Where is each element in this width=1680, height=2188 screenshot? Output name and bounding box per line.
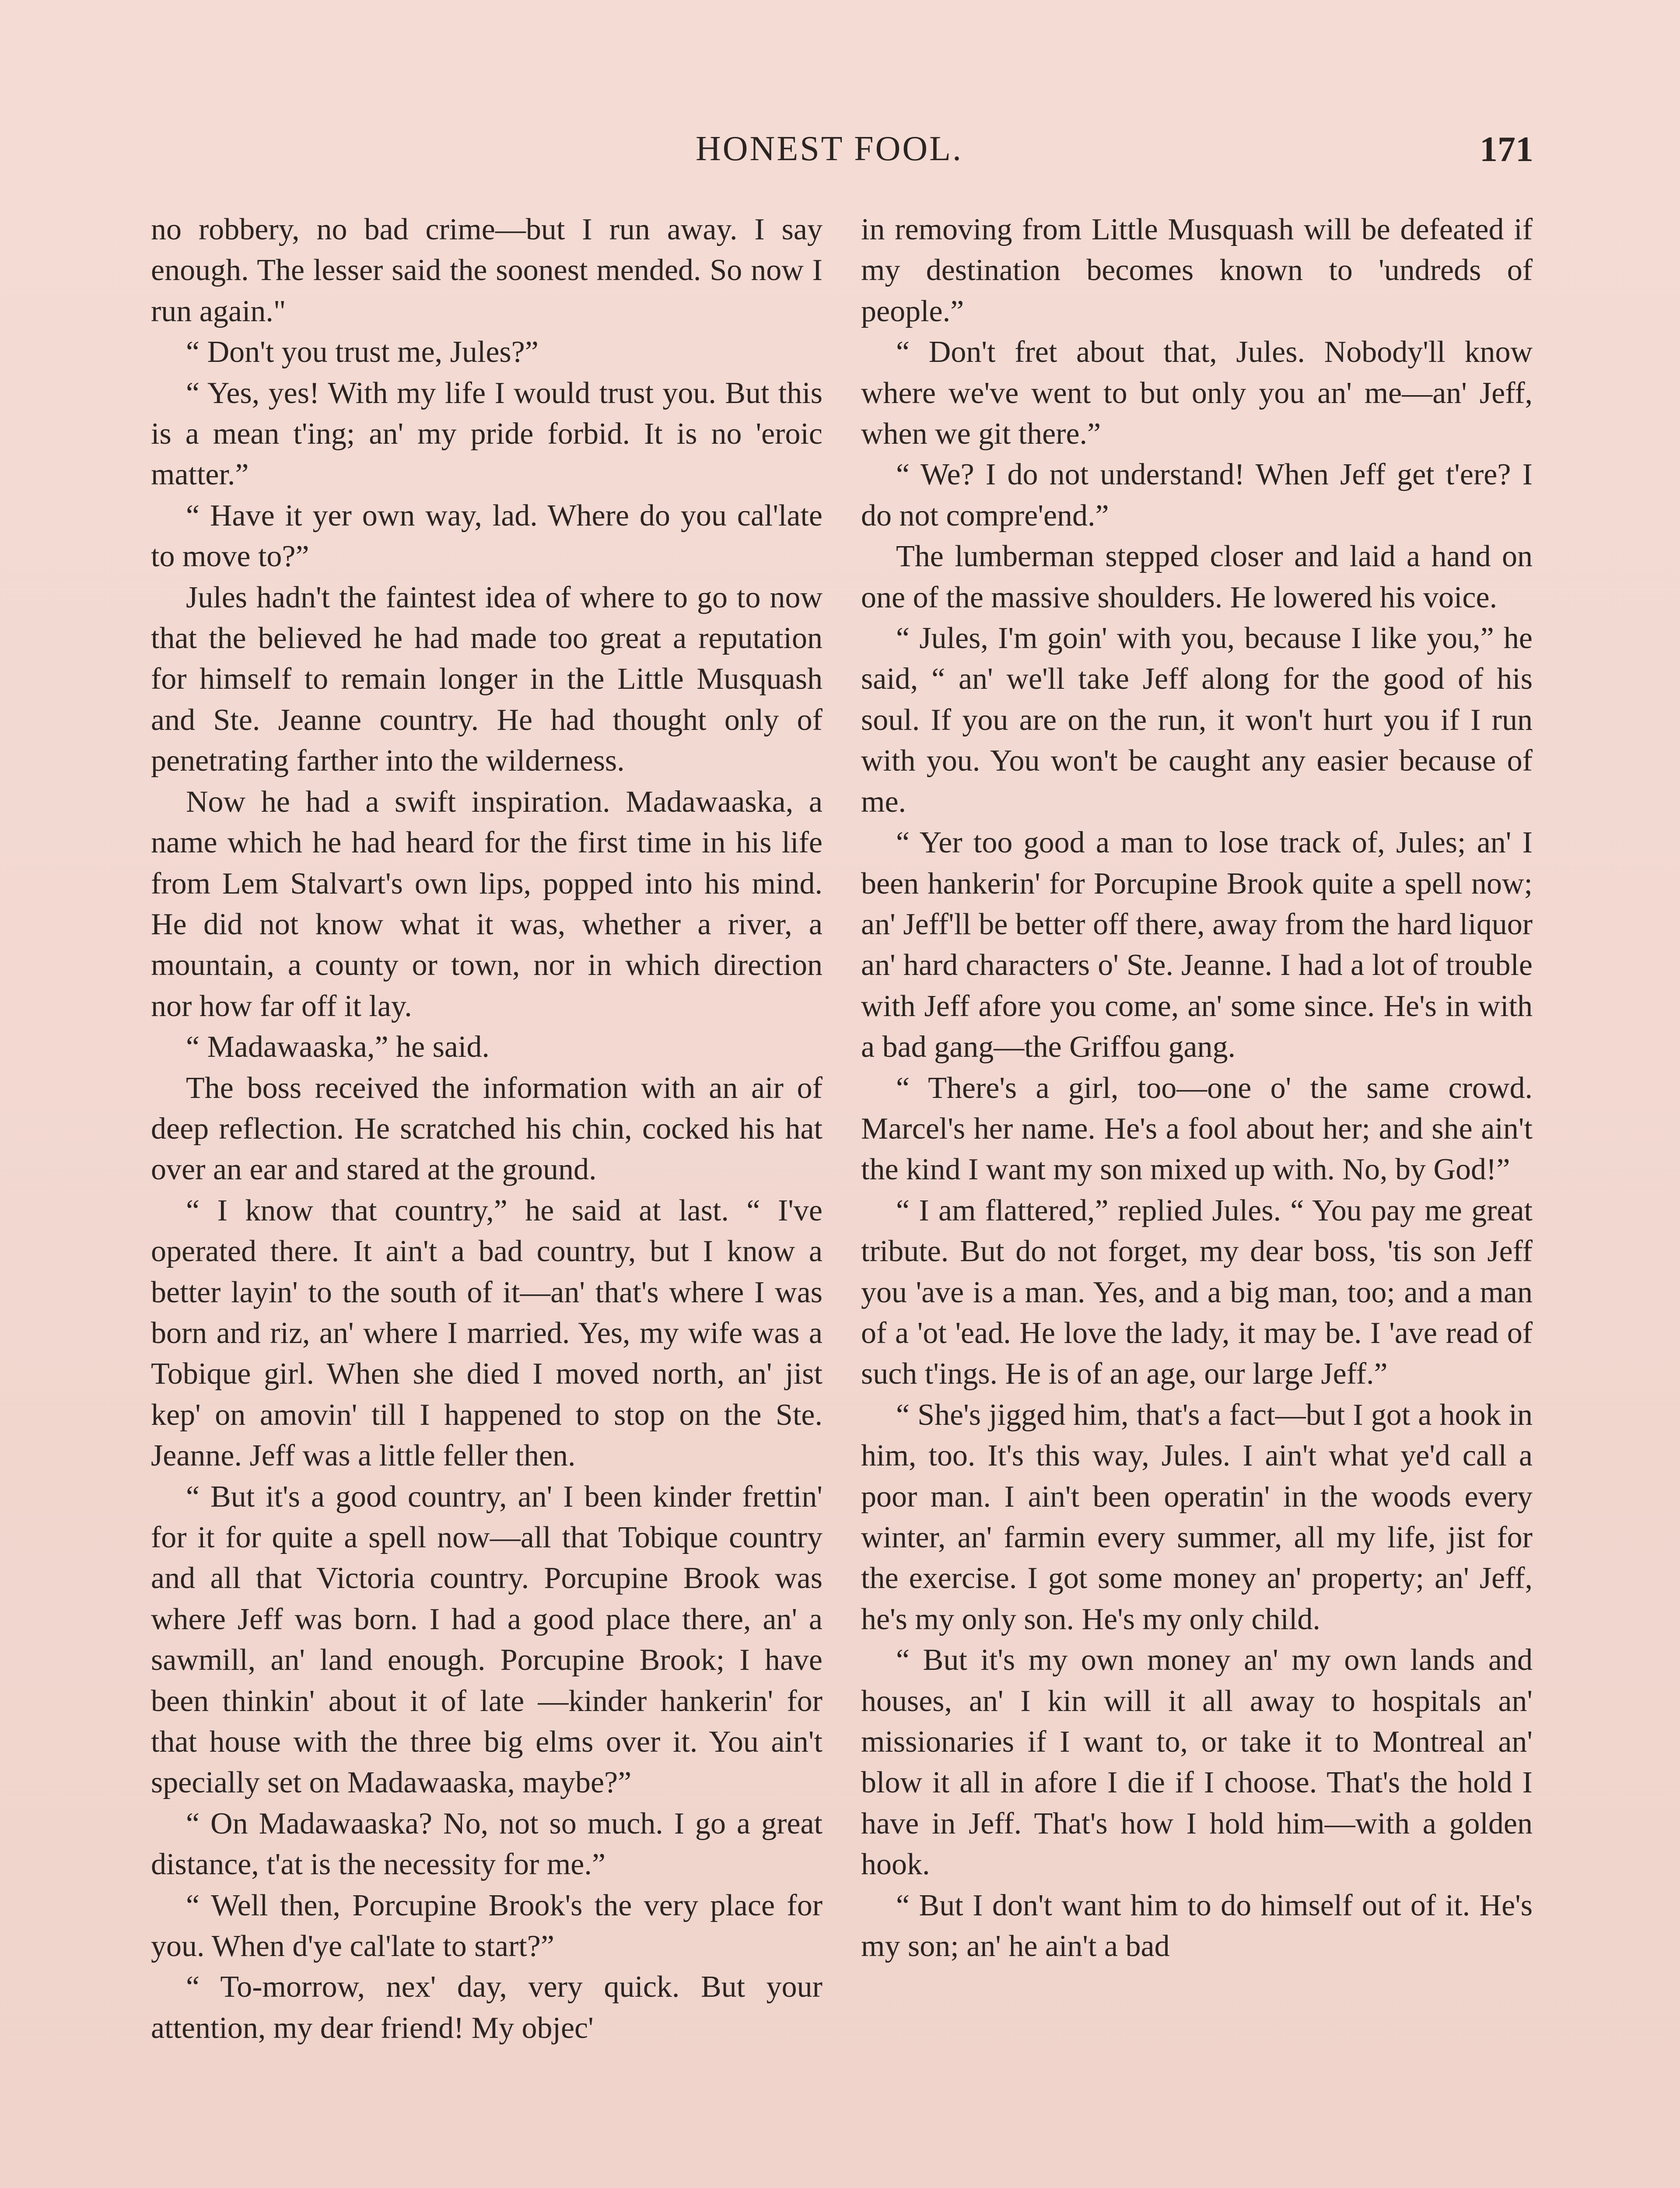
paragraph: “ Have it yer own way, lad. Where do you cal'late to move to?”	[151, 498, 822, 574]
paragraph: “ Yer too good a man to lose track of, Jules; an' I been hankerin' for Porcupine Brook quite a spell now; an' Jeff'll be better off there, away from the hard liquor an' hard characters o' Ste. Jeanne. I had a lot of trouble with Jeff afore you come, an' some since. He's in with a bad gang—the Griffou gang.	[861, 826, 1533, 1064]
paragraph: Jules hadn't the faintest idea of where to go to now that the believed he had made too great a reputation for himself to remain longer in the Little Musquash and Ste. Jeanne country. He had thought only of penetrating farther into the wilderness.	[151, 580, 822, 778]
right-column	[861, 209, 1533, 1967]
paragraph: Now he had a swift inspiration. Madawaaska, a name which he had heard for the first time in his life from Lem Stalvart's own lips, popped into his mind. He did not know what it was, whether a river, a mountain, a county or town, nor in which direction nor how far off it lay.	[151, 785, 822, 1023]
paragraph: no robbery, no bad crime—but I run away. I say enough. The lesser said the soonest mended. So now I run again."	[151, 213, 822, 328]
paragraph: “ Don't you trust me, Jules?”	[186, 335, 539, 369]
paragraph: “ There's a girl, too—one o' the same crowd. Marcel's her name. He's a fool about her; and she ain't the kind I want my son mixed up with. No, by God!”	[861, 1071, 1533, 1187]
paragraph: in removing from Little Musquash will be defeated if my destination becomes known to 'undreds of people.”	[861, 213, 1533, 328]
paragraph: “ We? I do not understand! When Jeff get t'ere? I do not compre'end.”	[861, 458, 1533, 533]
paragraph: “ But it's a good country, an' I been kinder frettin' for it for quite a spell now—all that Tobique country and all that Victoria country. Porcupine Brook was where Jeff was born. I had a good place there, an' a sawmill, an' land enough. Porcupine Brook; I have been thinkin' about it of late —kinder hankerin' for that house with the three big elms over it. You ain't specially set on Madawaaska, maybe?”	[151, 1480, 822, 1800]
running-head: HONEST FOOL.	[696, 130, 963, 168]
paragraph: The lumberman stepped closer and laid a hand on one of the massive shoulders. He lowered his voice.	[861, 540, 1533, 614]
paragraph: “ Well then, Porcupine Brook's the very place for you. When d'ye cal'late to start?”	[151, 1888, 822, 1964]
paragraph: “ To-morrow, nex' day, very quick. But your attention, my dear friend! My objec'	[151, 1970, 822, 2045]
paragraph: “ But I don't want him to do himself out of it. He's my son; an' he ain't a bad	[861, 1888, 1533, 1964]
page-number: 171	[1480, 129, 1533, 169]
paragraph: “ Yes, yes! With my life I would trust you. But this is a mean t'ing; an' my pride forbid. It is no 'eroic matter.”	[151, 376, 822, 492]
paragraph: “ She's jigged him, that's a fact—but I got a hook in him, too. It's this way, Jules. I ain't what ye'd call a poor man. I ain't been operatin' in the woods every winter, an' farmin every summer, all my life, jist for the exercise. I got some money an' property; an' Jeff, he's my only son. He's my only child.	[861, 1398, 1533, 1636]
paragraph: “ On Madawaaska? No, not so much. I go a great distance, t'at is the necessity for me.”	[151, 1806, 822, 1882]
paragraph: “ But it's my own money an' my own lands and houses, an' I kin will it all away to hospitals an' missionaries if I want to, or take it to Montreal an' blow it all in afore I die if I choose. That's the hold I have in Jeff. That's how I hold him—with a golden hook.	[861, 1643, 1533, 1882]
paragraph: “ Don't fret about that, Jules. Nobody'll know where we've went to but only you an' me—an' Jeff, when we git there.”	[861, 335, 1533, 451]
left-column	[151, 209, 822, 2048]
paragraph: “ I am flattered,” replied Jules. “ You pay me great tribute. But do not forget, my dear boss, 'tis son Jeff you 'ave is a man. Yes, and a big man, too; and a man of a 'ot 'ead. He love the lady, it may be. I 'ave read of such t'ings. He is of an age, our large Jeff.”	[861, 1193, 1533, 1391]
paragraph: “ Madawaaska,” he said.	[186, 1030, 490, 1064]
paragraph: “ I know that country,” he said at last. “ I've operated there. It ain't a bad country, but I know a better layin' to the south of it—an' that's where I was born and riz, an' where I married. Yes, my wife was a Tobique girl. When she died I moved north, an' jist kep' on amovin' till I happened to stop on the Ste. Jeanne. Jeff was a little feller then.	[151, 1193, 822, 1473]
paragraph: The boss received the information with an air of deep reflection. He scratched his chin, cocked his hat over an ear and stared at the ground.	[151, 1071, 822, 1187]
paragraph: “ Jules, I'm goin' with you, because I like you,” he said, “ an' we'll take Jeff along for the good of his soul. If you are on the run, it won't hurt you if I run with you. You won't be caught any easier because of me.	[861, 621, 1533, 819]
